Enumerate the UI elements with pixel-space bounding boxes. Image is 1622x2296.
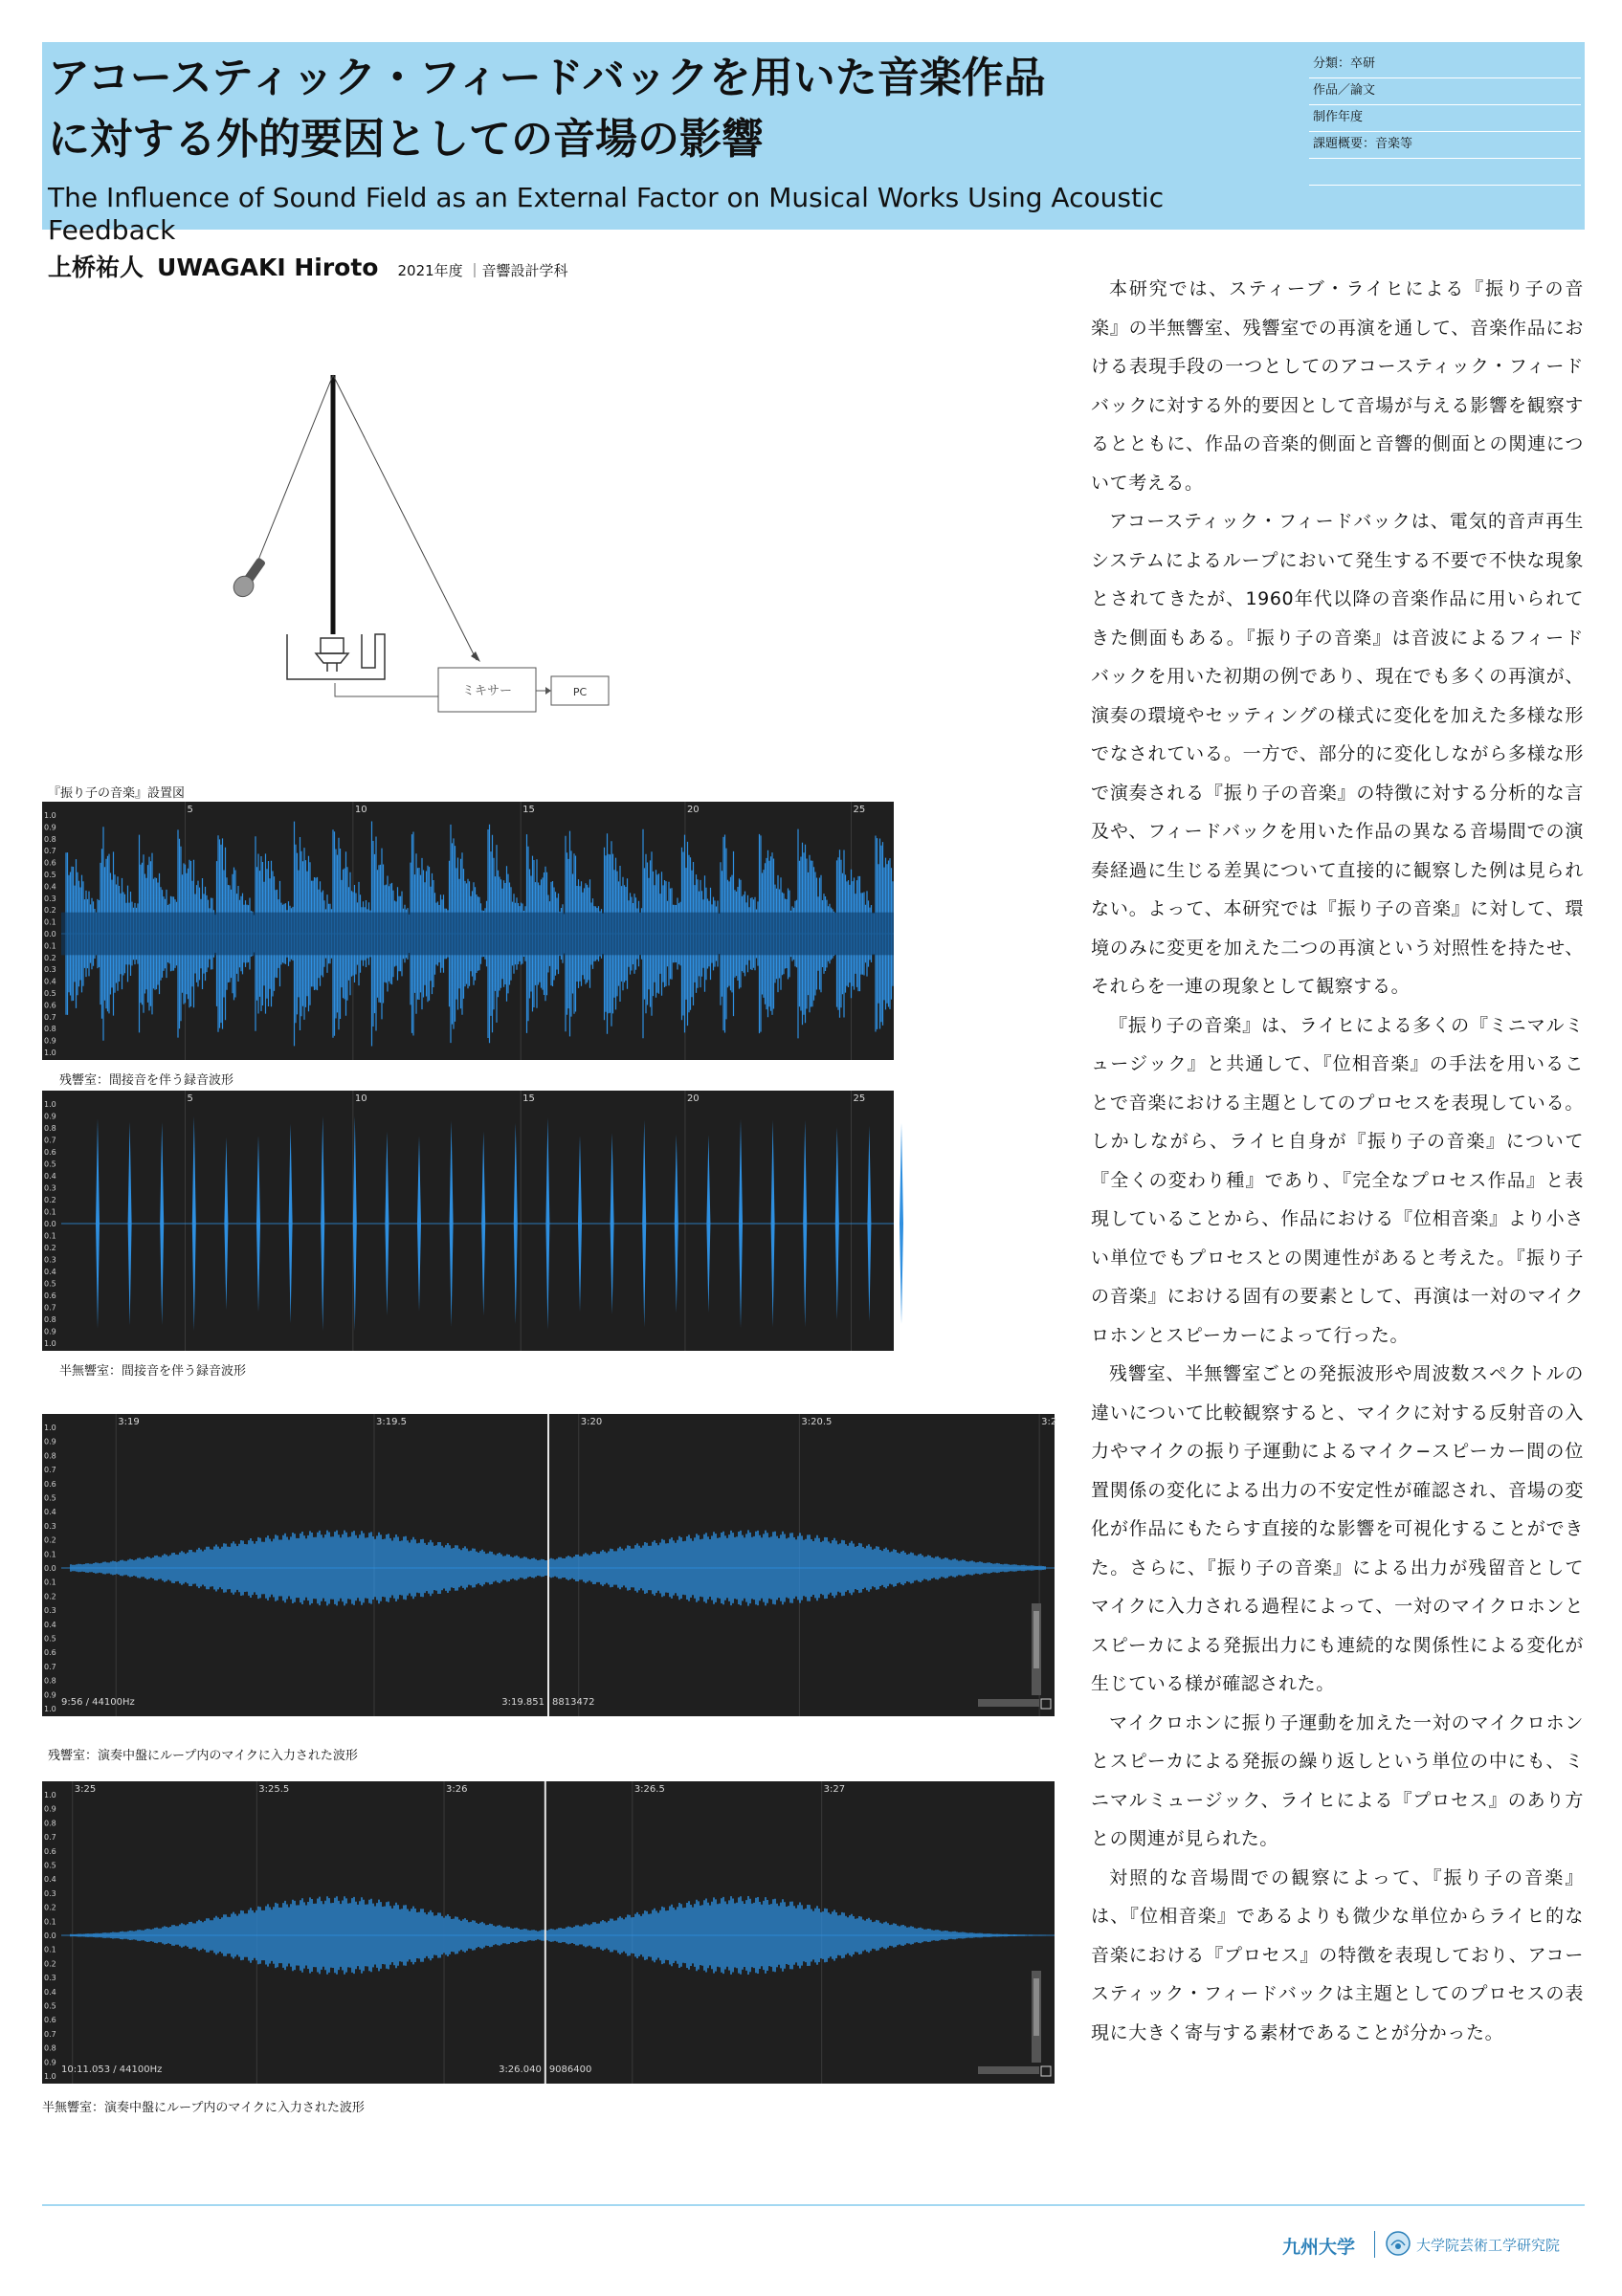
waveform-panel-semi-anechoic-overview: [42, 1091, 894, 1351]
waveform-panel-reverb-overview: [42, 802, 894, 1060]
meta-work-type: 作品／論文: [1309, 78, 1581, 105]
waveform-svg: [42, 1091, 894, 1351]
amplitude-label: 0.1: [44, 917, 56, 927]
time-tick-label: 3:27: [823, 1784, 846, 1795]
amplitude-label: 0.8: [44, 834, 56, 844]
time-tick-label: 20: [686, 1093, 700, 1104]
amplitude-label: 0.9: [44, 823, 56, 832]
amplitude-label: 0.3: [44, 1606, 56, 1616]
footer-separator: [1374, 2231, 1375, 2258]
body-paragraph: 本研究では、スティーブ・ライヒによる『振り子の音楽』の半無響室、残響室での再演を通して、音楽作品における表現手段の一つとしてのアコースティック・フィードバックに対する外的要因として音場が与える影響を観察するとともに、作品の音楽的側面と音響的側面との関連について考える。: [1091, 278, 1584, 494]
amplitude-label: 1.0: [44, 1049, 56, 1057]
string-to-mixer: [333, 375, 477, 660]
amplitude-label: 0.1: [44, 1231, 56, 1241]
body-paragraph: 対照的な音場間での観察によって、『振り子の音楽』は、『位相音楽』であるよりも微少な単位からライヒ的な音楽における『プロセス』の特徴を表現しており、アコースティック・フィードバックは主題としてのプロセスの表現に大きく寄与する素材であることが分かった。: [1091, 1866, 1584, 2043]
time-tick-label: 10: [354, 1093, 367, 1104]
amplitude-label: 0.5: [44, 989, 56, 998]
amplitude-label: 0.3: [44, 965, 56, 975]
amplitude-label: 0.7: [44, 1466, 56, 1475]
amplitude-label: 0.1: [44, 1578, 56, 1587]
amplitude-label: 0.9: [44, 1036, 56, 1046]
amplitude-label: 0.7: [44, 1833, 56, 1843]
amplitude-label: 0.2: [44, 953, 56, 962]
arrow-head: [471, 651, 480, 662]
amplitude-label: 0.4: [44, 1172, 56, 1181]
amplitude-label: 0.3: [44, 894, 56, 903]
amplitude-label: 0.2: [44, 906, 56, 916]
amplitude-label: 0.6: [44, 2016, 56, 2025]
amplitude-label: 0.7: [44, 1303, 56, 1313]
author-info: 2021年度 ｜音響設計学科: [397, 262, 568, 279]
meta-blank: [1309, 159, 1581, 186]
time-tick-label: 25: [853, 805, 866, 815]
amplitude-label: 0.7: [44, 1012, 56, 1022]
setup-diagram: [191, 364, 632, 727]
amplitude-label: 0.6: [44, 1148, 56, 1157]
author-name-en: UWAGAKI Hiroto: [157, 254, 379, 281]
amplitude-label: 0.4: [44, 882, 56, 892]
speaker-to-mixer-line: [335, 683, 438, 696]
amplitude-label: 0.4: [44, 1620, 56, 1629]
amplitude-label: 0.6: [44, 858, 56, 868]
time-tick-label: 10: [354, 805, 367, 815]
time-tick-label: 3:25: [74, 1784, 97, 1795]
amplitude-label: 0.5: [44, 871, 56, 879]
meta-category: 分類：卒研: [1309, 52, 1581, 78]
amplitude-label: 0.9: [44, 1804, 56, 1814]
amplitude-label: 0.7: [44, 2029, 56, 2039]
amplitude-label: 0.3: [44, 1255, 56, 1265]
author-line: [48, 249, 567, 283]
page-title-en: The Influence of Sound Field as an External Factor on Musical Works Using Acoustic Feedback: [48, 182, 1165, 246]
university-logo: 九州大学: [1282, 2237, 1356, 2258]
pc-arrow-head: [545, 687, 551, 695]
time-tick-label: 15: [522, 805, 535, 815]
page-title-ja: [48, 48, 1273, 170]
status-readout: 8813472: [552, 1697, 595, 1708]
amplitude-label: 0.3: [44, 1974, 56, 1983]
amplitude-label: 0.4: [44, 977, 56, 986]
waveform-panel-reverb-detail: [42, 1414, 1055, 1716]
amplitude-label: 1.0: [44, 1339, 56, 1348]
title-line-1: アコースティック・フィードバックを用いた音楽作品: [48, 54, 1046, 102]
amplitude-label: 0.0: [44, 930, 56, 938]
amplitude-label: 0.3: [44, 1888, 56, 1898]
amplitude-label: 0.1: [44, 941, 56, 951]
amplitude-label: 0.2: [44, 1903, 56, 1912]
meta-year: 制作年度: [1309, 105, 1581, 132]
body-paragraph: マイクロホンに振り子運動を加えた一対のマイクロホンとスピーカによる発振の繰り返しという単位の中にも、ミニマルミュージック、ライヒによる『プロセス』のあり方との関連が見られた。: [1091, 1711, 1584, 1849]
time-tick-label: 3:26: [446, 1784, 468, 1795]
amplitude-label: 0.5: [44, 1159, 56, 1169]
amplitude-label: 0.0: [44, 1932, 56, 1940]
status-readout: 9086400: [548, 2064, 592, 2075]
time-tick-label: 25: [853, 1093, 866, 1104]
school-name: 大学院芸術工学研究院: [1416, 2237, 1561, 2254]
status-readout: 3:26.040: [499, 2064, 542, 2075]
title-line-2: に対する外的要因としての音場の影響: [48, 115, 764, 164]
meta-summary: 課題概要：音楽等: [1309, 132, 1581, 159]
amplitude-label: 0.5: [44, 1861, 56, 1870]
amplitude-label: 0.6: [44, 1292, 56, 1300]
amplitude-label: 0.7: [44, 1136, 56, 1145]
amplitude-label: 0.3: [44, 1521, 56, 1531]
amplitude-label: 0.4: [44, 1875, 56, 1885]
amplitude-label: 0.4: [44, 1268, 56, 1276]
zoom-control-icon[interactable]: [978, 1603, 1051, 1709]
time-tick-label: 3:2: [1041, 1417, 1057, 1427]
time-tick-label: 15: [522, 1093, 535, 1104]
pc-label: PC: [572, 686, 588, 698]
body-text: [1091, 270, 1584, 2052]
time-tick-label: 3:20: [580, 1417, 603, 1427]
status-readout: 10:11.053 / 44100Hz: [61, 2064, 163, 2075]
emblem-icon: [1386, 2231, 1411, 2256]
amplitude-label: 0.5: [44, 1634, 56, 1644]
waveform-svg: [42, 802, 894, 1060]
microphone-icon: [230, 554, 270, 600]
amplitude-label: 1.0: [44, 1100, 56, 1109]
diagram-caption: 『振り子の音楽』設置図: [48, 786, 186, 801]
time-tick-label: 3:20.5: [801, 1417, 833, 1427]
amplitude-label: 0.8: [44, 1819, 56, 1828]
amplitude-label: 0.8: [44, 2043, 56, 2053]
amplitude-label: 0.7: [44, 847, 56, 856]
time-tick-label: 5: [187, 1093, 193, 1104]
amplitude-label: 1.0: [44, 1424, 56, 1432]
amplitude-label: 0.8: [44, 1124, 56, 1133]
author-name-ja: 上桥祐人: [48, 254, 144, 281]
amplitude-label: 0.6: [44, 1846, 56, 1856]
amplitude-label: 0.2: [44, 1592, 56, 1601]
waveform-svg: [42, 1414, 1055, 1716]
amplitude-label: 0.5: [44, 2001, 56, 2011]
amplitude-label: 0.2: [44, 1959, 56, 1969]
amplitude-label: 0.9: [44, 1437, 56, 1446]
amplitude-label: 0.5: [44, 1493, 56, 1503]
amplitude-label: 0.5: [44, 1279, 56, 1289]
meta-table: [1309, 52, 1581, 186]
amplitude-label: 0.1: [44, 1550, 56, 1559]
amplitude-label: 0.6: [44, 1648, 56, 1658]
amplitude-label: 0.7: [44, 1662, 56, 1671]
amplitude-label: 0.1: [44, 1917, 56, 1927]
status-readout: 9:56 / 44100Hz: [61, 1697, 135, 1708]
amplitude-label: 0.9: [44, 1690, 56, 1700]
amplitude-label: 0.8: [44, 1676, 56, 1686]
amplitude-label: 0.8: [44, 1315, 56, 1324]
body-paragraph: 残響室、半無響室ごとの発振波形や周波数スペクトルの違いについて比較観察すると、マイクに対する反射音の入力やマイクの振り子運動によるマイク−スピーカー間の位置関係の変化による出力の不安定性が確認され、音場の変化が作品にもたらす直接的な影響を可視化することができた。さらに、『振り子の音楽』による出力が残留音としてマイクに入力される過程によって、一対のマイクロホンとスピーカによる発振出力にも連続的な関係性による変化が生じている様が確認された。: [1091, 1363, 1584, 1694]
amplitude-label: 1.0: [44, 1791, 56, 1799]
status-readout: 3:19.851: [501, 1697, 544, 1708]
amplitude-label: 0.8: [44, 1025, 56, 1034]
amplitude-label: 0.9: [44, 1327, 56, 1336]
waveform-caption-reverb-overview: 残響室：間接音を伴う録音波形: [59, 1073, 234, 1088]
time-tick-label: 5: [187, 805, 193, 815]
amplitude-label: 0.1: [44, 1207, 56, 1217]
time-tick-label: 20: [686, 805, 700, 815]
amplitude-label: 0.4: [44, 1987, 56, 1997]
waveform-svg: [42, 1781, 1055, 2084]
amplitude-label: 0.6: [44, 1479, 56, 1489]
time-tick-label: 3:25.5: [258, 1784, 290, 1795]
mixer-label: ミキサー: [461, 684, 513, 698]
amplitude-label: 0.4: [44, 1508, 56, 1517]
amplitude-label: 0.6: [44, 1001, 56, 1010]
waveform-caption-semi-anechoic-overview: 半無響室：間接音を伴う録音波形: [59, 1364, 247, 1379]
amplitude-label: 1.0: [44, 811, 56, 820]
amplitude-label: 0.8: [44, 1451, 56, 1461]
zoom-control-icon[interactable]: [978, 1971, 1051, 2076]
amplitude-label: 0.2: [44, 1244, 56, 1252]
amplitude-label: 0.2: [44, 1535, 56, 1545]
body-paragraph: アコースティック・フィードバックは、電気的音声再生システムによるループにおいて発生する不要で不快な現象とされてきたが、1960年代以降の音楽作品に用いられてきた側面もある。『振り子の音楽』は音波によるフィードバックを用いた初期の例であり、現在でも多くの再演が、演奏の環境やセッティングの様式に変化を加えた多様な形でなされている。一方で、部分的に変化しながら多様な形で演奏される『振り子の音楽』の特徴に対する分析的な言及や、フィードバックを用いた作品の異なる音場間での演奏経過に生じる差異について直接的に観察した例は見られない。よって、本研究では『振り子の音楽』に対して、環境のみに変更を加えた二つの再演という対照性を持たせ、それらを一連の現象として観察する。: [1091, 511, 1584, 997]
waveform-caption-reverb-detail: 残響室：演奏中盤にループ内のマイクに入力された波形: [48, 1749, 358, 1763]
amplitude-label: 0.2: [44, 1196, 56, 1204]
amplitude-label: 0.0: [44, 1220, 56, 1228]
time-tick-label: 3:19.5: [376, 1417, 408, 1427]
amplitude-label: 0.3: [44, 1183, 56, 1193]
amplitude-label: 0.1: [44, 1945, 56, 1954]
amplitude-label: 0.0: [44, 1564, 56, 1573]
waveform-panel-semi-anechoic-detail: [42, 1781, 1055, 2084]
amplitude-label: 1.0: [44, 2072, 56, 2081]
waveform-caption-semi-anechoic-detail: 半無響室：演奏中盤にループ内のマイクに入力された波形: [42, 2101, 365, 2115]
speaker-icon: [287, 634, 385, 679]
amplitude-label: 0.9: [44, 1112, 56, 1121]
time-tick-label: 3:19: [118, 1417, 140, 1427]
string-to-mic: [253, 375, 333, 574]
amplitude-label: 0.9: [44, 2058, 56, 2067]
amplitude-label: 1.0: [44, 1705, 56, 1713]
body-paragraph: 『振り子の音楽』は、ライヒによる多くの『ミニマルミュージック』と共通して、『位相音楽』の手法を用いることで音楽における主題としてのプロセスを表現している。しかしながら、ライヒ自身が『振り子の音楽』について『全くの変わり種』であり、『完全なプロセス作品』と表現していることから、作品における『位相音楽』より小さい単位でもプロセスとの関連性があると考えた。『振り子の音楽』における固有の要素として、再演は一対のマイクロホンとスピーカーによって行った。: [1091, 1014, 1584, 1346]
footer-divider: [42, 2204, 1585, 2206]
time-tick-label: 3:26.5: [633, 1784, 665, 1795]
